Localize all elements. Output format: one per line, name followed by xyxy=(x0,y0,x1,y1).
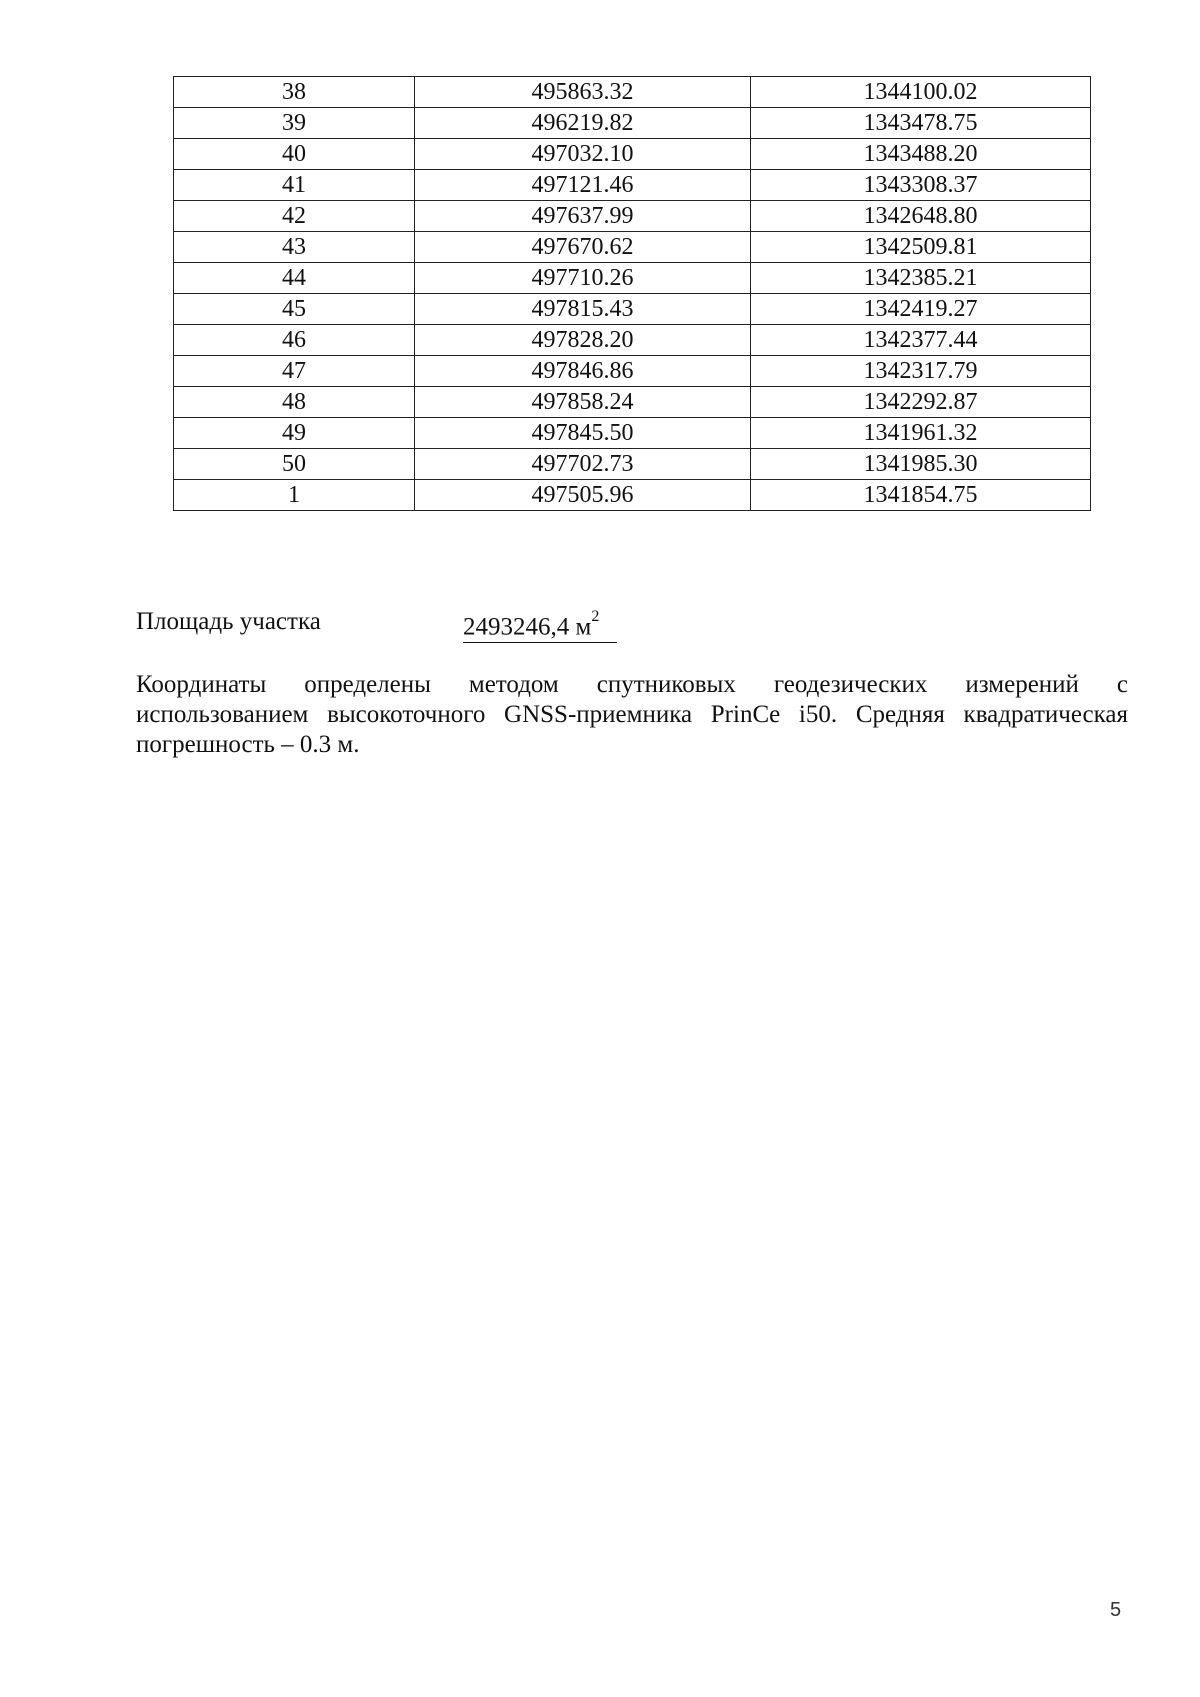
coordinates-note xyxy=(136,670,1128,760)
table-row xyxy=(174,108,1091,139)
table-row xyxy=(174,418,1091,449)
table-row xyxy=(174,325,1091,356)
x-coordinate-cell: 497121.46 xyxy=(415,170,751,201)
x-coordinate-cell: 497845.50 xyxy=(415,418,751,449)
point-number-cell: 44 xyxy=(174,263,415,294)
point-number-cell: 39 xyxy=(174,108,415,139)
y-coordinate-cell: 1343478.75 xyxy=(751,108,1091,139)
table-row xyxy=(174,449,1091,480)
coordinates-table-body xyxy=(174,77,1091,511)
y-coordinate-cell: 1342419.27 xyxy=(751,294,1091,325)
y-coordinate-cell: 1342385.21 xyxy=(751,263,1091,294)
point-number-cell: 49 xyxy=(174,418,415,449)
y-coordinate-cell: 1342377.44 xyxy=(751,325,1091,356)
x-coordinate-cell: 497858.24 xyxy=(415,387,751,418)
y-coordinate-cell: 1342317.79 xyxy=(751,356,1091,387)
point-number-cell: 50 xyxy=(174,449,415,480)
y-coordinate-cell: 1341961.32 xyxy=(751,418,1091,449)
y-coordinate-cell: 1342648.80 xyxy=(751,201,1091,232)
table-row xyxy=(174,201,1091,232)
table-row xyxy=(174,139,1091,170)
point-number-cell: 46 xyxy=(174,325,415,356)
x-coordinate-cell: 497846.86 xyxy=(415,356,751,387)
x-coordinate-cell: 495863.32 xyxy=(415,77,751,108)
note-line: Координаты определены методом спутниковых геодезических измерений с xyxy=(136,671,1128,698)
point-number-cell: 40 xyxy=(174,139,415,170)
x-coordinate-cell: 497828.20 xyxy=(415,325,751,356)
x-coordinate-cell: 497032.10 xyxy=(415,139,751,170)
note-line: погрешность – 0.3 м. xyxy=(136,731,360,758)
table-row xyxy=(174,480,1091,511)
y-coordinate-cell: 1343488.20 xyxy=(751,139,1091,170)
point-number-cell: 48 xyxy=(174,387,415,418)
table-row xyxy=(174,170,1091,201)
page-number: 5 xyxy=(1110,1599,1122,1621)
y-coordinate-cell: 1341985.30 xyxy=(751,449,1091,480)
table-row xyxy=(174,77,1091,108)
table-row xyxy=(174,356,1091,387)
y-coordinate-cell: 1341854.75 xyxy=(751,480,1091,511)
point-number-cell: 41 xyxy=(174,170,415,201)
area-label: Площадь участка xyxy=(136,608,321,635)
y-coordinate-cell: 1343308.37 xyxy=(751,170,1091,201)
coordinates-table xyxy=(173,76,1091,511)
table-row xyxy=(174,232,1091,263)
point-number-cell: 42 xyxy=(174,201,415,232)
point-number-cell: 43 xyxy=(174,232,415,263)
table-row xyxy=(174,263,1091,294)
x-coordinate-cell: 497670.62 xyxy=(415,232,751,263)
x-coordinate-cell: 497815.43 xyxy=(415,294,751,325)
point-number-cell: 38 xyxy=(174,77,415,108)
x-coordinate-cell: 497702.73 xyxy=(415,449,751,480)
x-coordinate-cell: 497505.96 xyxy=(415,480,751,511)
area-unit-superscript: 2 xyxy=(591,608,600,625)
y-coordinate-cell: 1342509.81 xyxy=(751,232,1091,263)
point-number-cell: 1 xyxy=(174,480,415,511)
area-value-text: 2493246,4 м xyxy=(463,613,592,641)
table-row xyxy=(174,294,1091,325)
note-line: использованием высокоточного GNSS-приемника PrinCe i50. Средняя квадратическая xyxy=(136,701,1128,728)
point-number-cell: 45 xyxy=(174,294,415,325)
x-coordinate-cell: 497710.26 xyxy=(415,263,751,294)
y-coordinate-cell: 1344100.02 xyxy=(751,77,1091,108)
area-value xyxy=(463,606,617,643)
y-coordinate-cell: 1342292.87 xyxy=(751,387,1091,418)
x-coordinate-cell: 496219.82 xyxy=(415,108,751,139)
x-coordinate-cell: 497637.99 xyxy=(415,201,751,232)
point-number-cell: 47 xyxy=(174,356,415,387)
table-row xyxy=(174,387,1091,418)
